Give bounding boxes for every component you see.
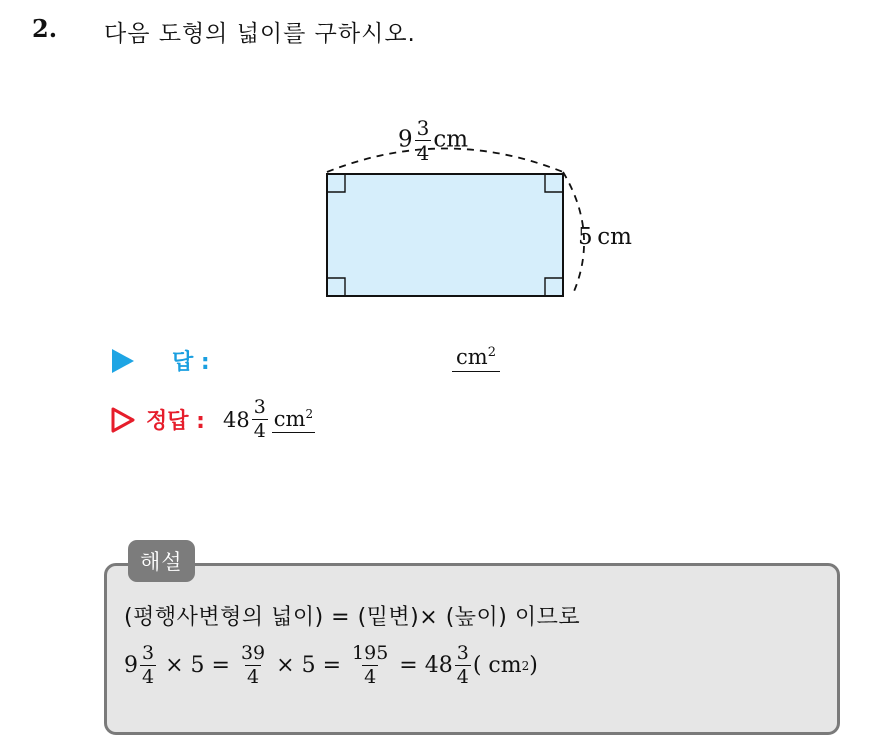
answer-blank[interactable]: $cm^2$ — [452, 345, 500, 372]
outline-play-triangle-icon — [110, 407, 136, 433]
play-triangle-icon — [112, 349, 134, 373]
answer-row — [112, 345, 210, 376]
question-number: 2. — [32, 14, 58, 43]
correct-answer-label: 정답 : — [146, 409, 205, 434]
explanation-tab: 해설 — [128, 540, 195, 582]
correct-answer-row — [110, 398, 315, 441]
correct-answer-value: 48 $\frac{3}{4}$ $cm^2$ — [222, 396, 314, 442]
height-label: 5 cm — [578, 224, 632, 250]
question-text: 다음 도형의 넓이를 구하시오. — [104, 21, 416, 47]
rectangle-shape — [327, 174, 563, 296]
explanation-line-1: (평행사변형의 넓이) = (밑변)× (높이) 이므로 — [124, 605, 581, 630]
answer-label: 답 : — [172, 350, 210, 375]
explanation-equation: 9 $\frac{3}{4}$ × 5 = $\frac{39}{4}$ × 5 = $\frac{195}{4}$ = 48 $\frac{3}{4}$ ( cm 2 ) — [124, 642, 538, 688]
width-label: 9 $\frac{3}{4}$ cm — [398, 116, 469, 165]
